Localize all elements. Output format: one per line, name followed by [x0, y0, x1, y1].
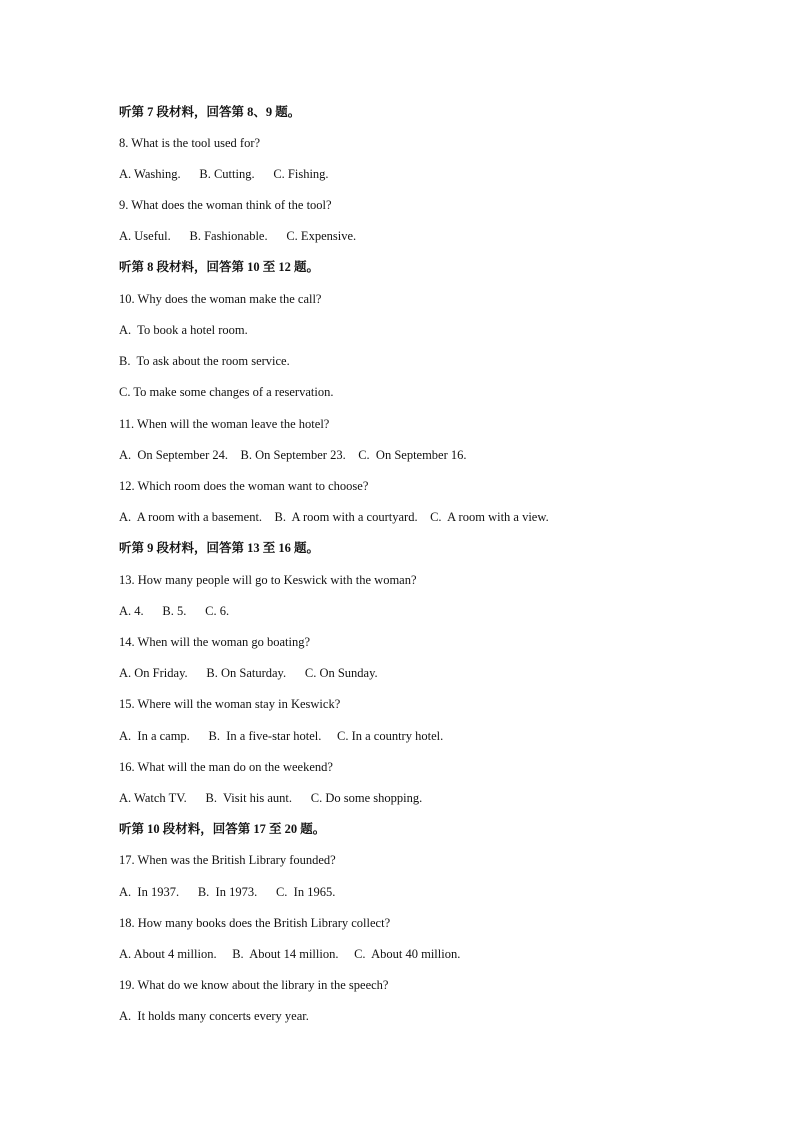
question-text: 8. What is the tool used for? [119, 136, 261, 150]
answer-options: A. Useful. B. Fashionable. C. Expensive. [119, 229, 357, 243]
question-text: 17. When was the British Library founded? [119, 853, 336, 867]
answer-options: C. To make some changes of a reservation. [119, 385, 334, 399]
question-text: 11. When will the woman leave the hotel? [119, 417, 330, 431]
question-text: 16. What will the man do on the weekend? [119, 760, 333, 774]
answer-options: A. On Friday. B. On Saturday. C. On Sunday. [119, 666, 378, 680]
question-text: 14. When will the woman go boating? [119, 635, 311, 649]
answer-options: A. To book a hotel room. [119, 323, 248, 337]
answer-options: A. Watch TV. B. Visit his aunt. C. Do some shopping. [119, 791, 423, 805]
section-heading: 听第 10 段材料，回答第 17 至 20 题。 [119, 822, 326, 836]
answer-options: B. To ask about the room service. [119, 354, 290, 368]
answer-options: A. A room with a basement. B. A room with a courtyard. C. A room with a view. [119, 510, 549, 524]
answer-options: A. 4. B. 5. C. 6. [119, 604, 230, 618]
section-heading: 听第 7 段材料，回答第 8、9 题。 [119, 105, 301, 119]
section-heading: 听第 9 段材料，回答第 13 至 16 题。 [119, 541, 320, 555]
answer-options: A. Washing. B. Cutting. C. Fishing. [119, 167, 329, 181]
answer-options: A. On September 24. B. On September 23. C. On September 16. [119, 448, 467, 462]
answer-options: A. In 1937. B. In 1973. C. In 1965. [119, 885, 336, 899]
question-text: 18. How many books does the British Library collect? [119, 916, 391, 930]
question-text: 9. What does the woman think of the tool? [119, 198, 332, 212]
question-text: 15. Where will the woman stay in Keswick? [119, 697, 341, 711]
answer-options: A. In a camp. B. In a five-star hotel. C. In a country hotel. [119, 729, 444, 743]
answer-options: A. About 4 million. B. About 14 million. C. About 40 million. [119, 947, 461, 961]
answer-options: A. It holds many concerts every year. [119, 1009, 309, 1023]
question-text: 19. What do we know about the library in the speech? [119, 978, 389, 992]
section-heading: 听第 8 段材料，回答第 10 至 12 题。 [119, 260, 320, 274]
question-text: 12. Which room does the woman want to choose? [119, 479, 369, 493]
question-text: 13. How many people will go to Keswick with the woman? [119, 573, 417, 587]
question-text: 10. Why does the woman make the call? [119, 292, 322, 306]
